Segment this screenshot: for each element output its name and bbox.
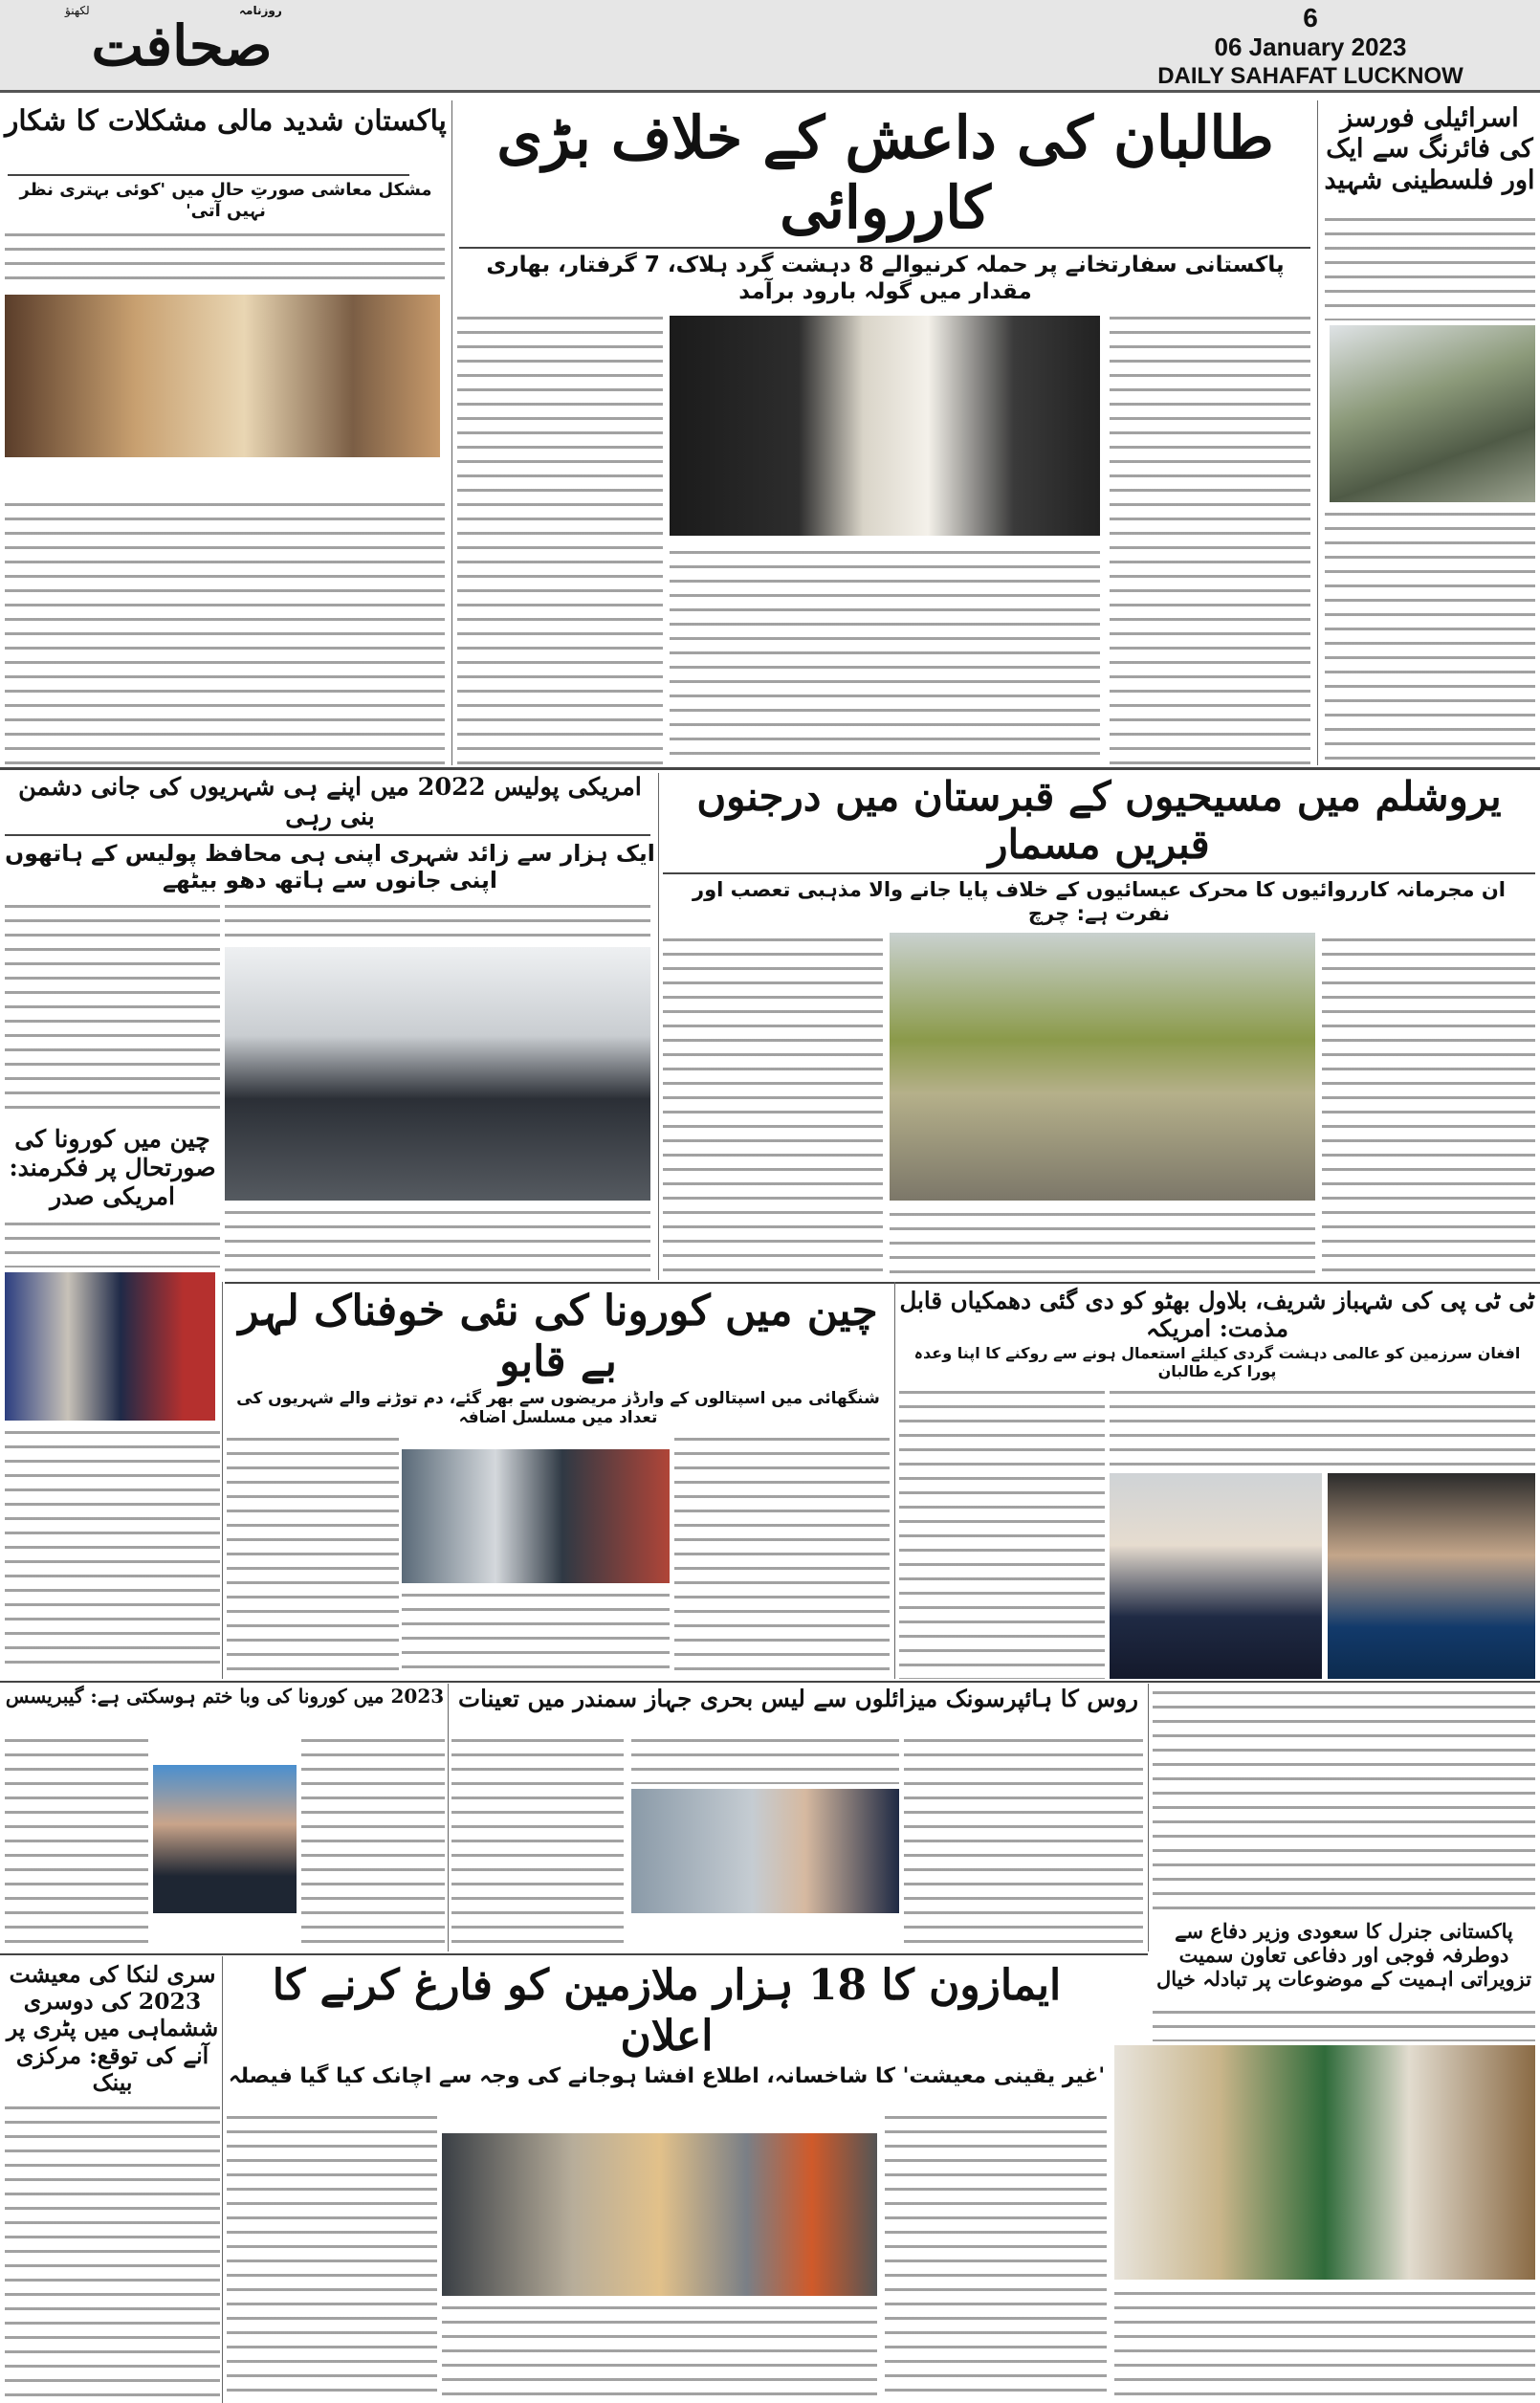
column-divider [658, 773, 659, 1280]
article-text [631, 1733, 899, 1784]
section-divider [0, 1953, 1148, 1955]
column-divider [448, 1684, 449, 1951]
tedros-photo [153, 1765, 297, 1913]
saudi-meeting-photo [1114, 2045, 1535, 2280]
subhead-jerusalem: ان مجرمانہ کارروائیوں کا محرک عیسائیوں کے خلاف پایا جانے والا مذہبی تعصب اور نفرت ہے: چرچ [693, 878, 1506, 926]
column-divider [894, 1282, 895, 1679]
headline-saudi: پاکستانی جنرل کا سعودی وزیر دفاع سے دوطرفہ فوجی اور دفاعی تعاون سمیت تزویراتی اہمیت کے موضوعات پر تبادلہ خیال [1155, 1919, 1532, 1992]
article-text [402, 1588, 670, 1674]
page-number: 6 [1303, 3, 1318, 33]
putin-ship-photo [631, 1789, 899, 1913]
column-divider [1148, 1684, 1149, 1951]
article-text [5, 1425, 220, 1674]
headline-srilanka: سری لنکا کی معیشت 2023 کی دوسری ششماہی میں پٹری پر آنے کی توقع: مرکزی بینک [6, 1961, 219, 2096]
market-photo [5, 295, 440, 457]
headline-taliban: طالبان کی داعش کے خلاف بڑی کارروائی [496, 104, 1274, 243]
article-text [5, 497, 445, 765]
article-text [670, 545, 1100, 765]
article-text [227, 1432, 399, 1674]
subhead-china-covid: شنگھائی میں اسپتالوں کے وارڈز مریضوں سے بھر گئے، دم توڑنے والے شہریوں کی تعداد میں مسلسل اضافہ [236, 1389, 880, 1428]
article-text [1114, 2286, 1535, 2401]
article-text [1325, 212, 1535, 320]
divider [459, 247, 1310, 249]
article-text [5, 1217, 220, 1268]
biden-photo [5, 1272, 215, 1421]
article-text [442, 2301, 877, 2401]
article-text [5, 899, 220, 1119]
article-text [5, 228, 445, 291]
headline-jerusalem: یروشلم میں مسیحیوں کے قبرستان میں درجنوں قبریں مسمار [696, 773, 1502, 869]
newspaper-logo: صحافت [91, 13, 273, 78]
headline-russia: روس کا ہائپرسونک میزائلوں سے لیس بحری جہاز سمندر میں تعینات [458, 1685, 1138, 1712]
article-text [1322, 933, 1535, 1277]
article-text [451, 1733, 624, 1947]
article-text [1153, 1686, 1535, 1915]
shehbaz-sharif-photo [1110, 1473, 1322, 1679]
article-text [227, 2110, 437, 2401]
subhead-us-police: ایک ہزار سے زائد شہری اپنی ہی محافظ پولیس کے ہاتھوں اپنی جانوں سے ہاتھ دھو بیٹھے [5, 840, 655, 894]
section-divider [0, 767, 1540, 770]
article-text [5, 2101, 220, 2401]
hospital-photo [402, 1449, 670, 1583]
cemetery-photo [890, 933, 1315, 1201]
bilawal-bhutto-photo [1328, 1473, 1535, 1679]
column-divider [222, 1956, 223, 2403]
column-divider [1317, 100, 1318, 765]
headline-amazon: ایمازون کا 18 ہزار ملازمین کو فارغ کرنے کا اعلان [272, 1961, 1062, 2061]
article-text [225, 1205, 650, 1277]
police-photo [225, 947, 650, 1201]
headline-us-police: امریکی پولیس 2022 میں اپنے ہی شہریوں کی جانی دشمن بنی رہی [18, 773, 642, 831]
logo-city: لکھنؤ [65, 4, 90, 17]
logo-prefix: روزنامہ [239, 4, 282, 17]
issue-date: 06 January 2023 [1214, 33, 1407, 61]
article-text [674, 1432, 890, 1674]
subhead-taliban: پاکستانی سفارتخانے پر حملہ کرنیوالے 8 دہشت گرد ہلاک، 7 گرفتار، بھاری مقدار میں گولہ بارود برآمد [486, 253, 1285, 304]
divider [5, 834, 650, 836]
headline-biden: چین میں کورونا کی صورتحال پر فکرمند: امریکی صدر [9, 1125, 216, 1210]
article-text [225, 899, 650, 942]
article-text [890, 1207, 1315, 1279]
headline-who: 2023 میں کورونا کی وبا ختم ہوسکتی ہے: گیبریسس [5, 1685, 445, 1708]
paper-name: DAILY SAHAFAT LUCKNOW [1157, 63, 1463, 89]
headline-pak-finance: پاکستان شدید مالی مشکلات کا شکار [5, 103, 447, 137]
subhead-ttp: افغان سرزمین کو عالمی دہشت گردی کیلئے استعمال ہونے سے روکنے کا اپنا وعدہ پورا کرے طالبان [913, 1344, 1521, 1381]
article-text [904, 1733, 1143, 1947]
divider [8, 174, 409, 176]
article-text [899, 1385, 1105, 1679]
column-divider [451, 100, 452, 765]
article-text [1110, 311, 1310, 765]
subhead-pak-finance: مشکل معاشی صورتِ حال میں 'کوئی بہتری نظر نہیں آتی' [19, 180, 432, 221]
article-text [885, 2110, 1107, 2401]
column-divider [222, 1282, 223, 1679]
article-text [1110, 1385, 1535, 1468]
article-text [663, 933, 883, 1277]
section-divider [225, 1282, 1540, 1284]
headline-israel: اسرائیلی فورسز کی فائرنگ سے ایک اور فلسطینی شہید [1324, 103, 1535, 195]
headline-ttp: ٹی ٹی پی کی شہباز شریف، بلاول بھٹو کو دی گئی دھمکیاں قابل مذمت: امریکہ [899, 1287, 1535, 1343]
section-divider [0, 1681, 1540, 1683]
subhead-amazon: 'غیر یقینی معیشت' کا شاخسانہ، اطلاع افشا ہوجانے کی وجہ سے اچانک کیا گیا فیصلہ [228, 2064, 1106, 2088]
article-text [1325, 507, 1535, 765]
soldiers-photo [1330, 325, 1535, 502]
article-text [5, 1733, 148, 1947]
headline-china-covid: چین میں کورونا کی نئی خوفناک لہر بے قابو [238, 1287, 878, 1386]
divider [663, 872, 1535, 874]
article-text [301, 1733, 445, 1947]
article-text [1153, 2005, 1535, 2041]
article-text [457, 311, 663, 765]
warehouse-photo [442, 2133, 877, 2296]
spokesperson-photo [670, 316, 1100, 536]
